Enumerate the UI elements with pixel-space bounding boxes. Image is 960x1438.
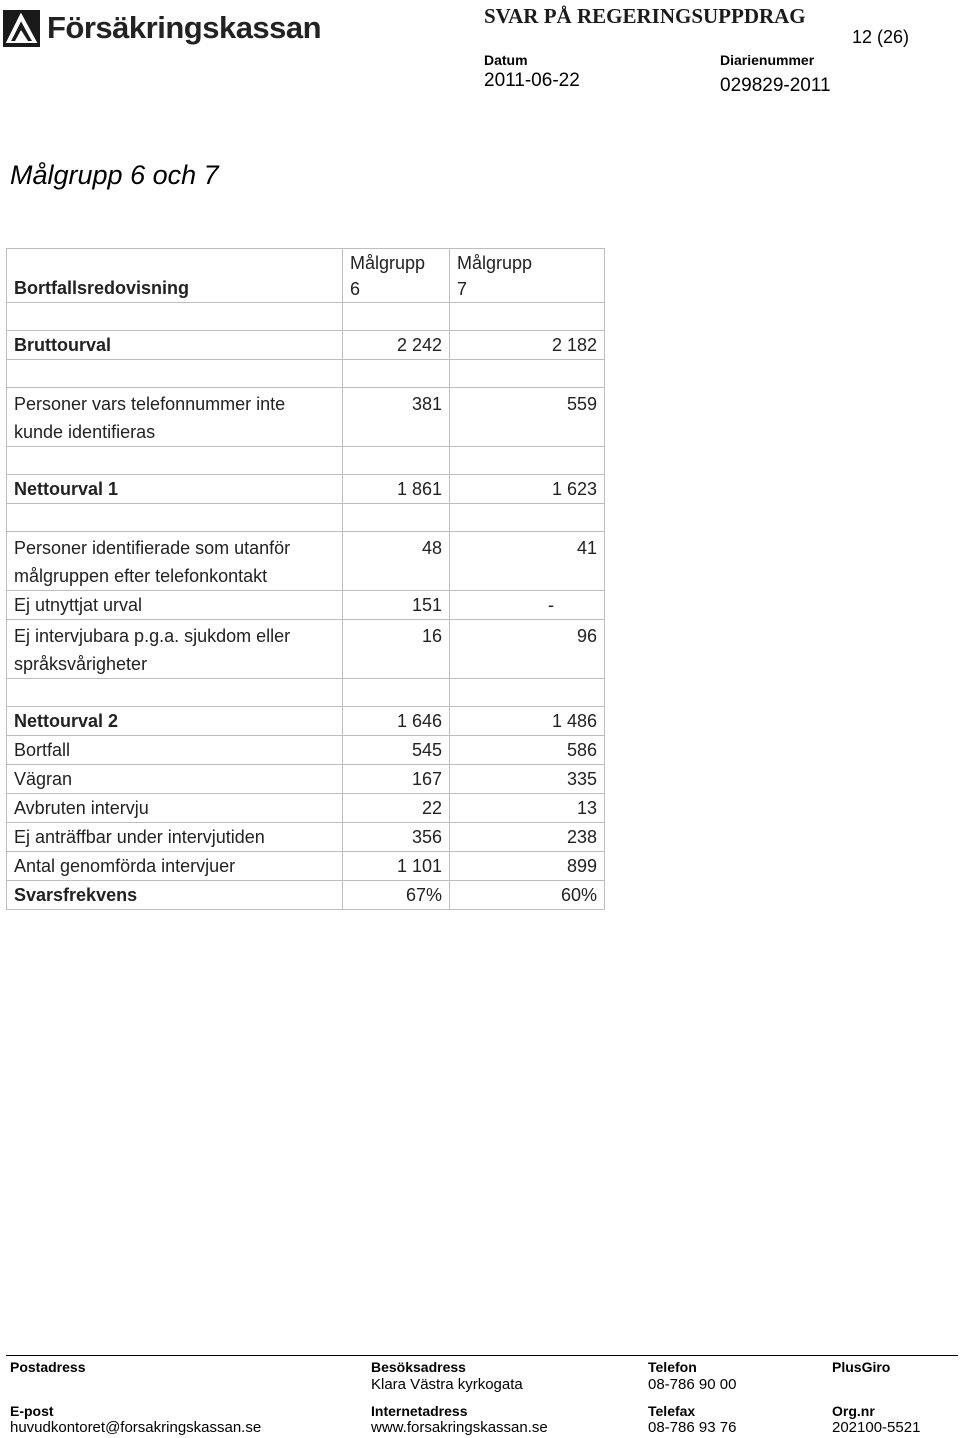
date-label: Datum — [484, 52, 528, 68]
row-value-group7: 899 — [450, 852, 605, 881]
row-value-group7: 335 — [450, 765, 605, 794]
row-label: Nettourval 2 — [7, 707, 343, 736]
footer-orgnr-value: 202100-5521 — [832, 1419, 921, 1436]
row-value-group6: 167 — [343, 765, 450, 794]
table-header-group6 — [343, 249, 450, 303]
table-row — [7, 620, 605, 679]
table-row — [7, 794, 605, 823]
footer-epost-label: E-post — [10, 1403, 54, 1419]
group6-line2: 6 — [350, 279, 361, 299]
footer-plusgiro-label: PlusGiro — [832, 1359, 891, 1375]
row-value-group6: 16 — [343, 620, 450, 679]
row-value-group6: 67% — [343, 881, 450, 910]
row-value-group7: 96 — [450, 620, 605, 679]
row-label-line2: målgruppen efter telefonkontakt — [14, 566, 268, 586]
row-label: Ej anträffbar under intervjutiden — [7, 823, 343, 852]
footer-telefax-label: Telefax — [648, 1403, 696, 1419]
group7-line1: Målgrupp — [457, 253, 533, 273]
row-value-group6: 1 861 — [343, 475, 450, 504]
group7-line2: 7 — [457, 279, 468, 299]
table-row — [7, 852, 605, 881]
row-label: Antal genomförda intervjuer — [7, 852, 343, 881]
footer-telefax-value: 08-786 93 76 — [648, 1419, 737, 1436]
footer-internet-label: Internetadress — [371, 1403, 468, 1419]
footer-epost-value: huvudkontoret@forsakringskassan.se — [10, 1419, 262, 1436]
row-label: Svarsfrekvens — [7, 881, 343, 910]
spacer-row — [7, 303, 605, 331]
forsakringskassan-logo — [3, 6, 333, 52]
row-label: Avbruten intervju — [7, 794, 343, 823]
date-value: 2011-06-22 — [484, 70, 580, 91]
dropout-table — [6, 248, 605, 910]
table-row — [7, 881, 605, 910]
row-label-line2: kunde identifieras — [14, 422, 156, 442]
logo-mark-icon — [3, 10, 40, 47]
diary-number-label: Diarienummer — [720, 52, 815, 68]
table-row — [7, 591, 605, 620]
table-header-label: Bortfallsredovisning — [7, 249, 343, 303]
row-value-group6: 1 646 — [343, 707, 450, 736]
row-label: Bortfall — [7, 736, 343, 765]
table-row — [7, 736, 605, 765]
footer-besoksadress-value: Klara Västra kyrkogata — [371, 1376, 523, 1393]
document-type: SVAR PÅ REGERINGSUPPDRAG — [484, 4, 806, 28]
row-value-group7: 13 — [450, 794, 605, 823]
row-value-group6: 1 101 — [343, 852, 450, 881]
row-label-line1: Personer identifierade som utanför — [14, 538, 291, 558]
footer-internet-value: www.forsakringskassan.se — [371, 1419, 548, 1436]
table-row — [7, 765, 605, 794]
row-value-group7: 41 — [450, 532, 605, 591]
table-row — [7, 823, 605, 852]
row-value-group7: 238 — [450, 823, 605, 852]
row-label — [7, 388, 343, 447]
row-label-line1: Personer vars telefonnummer inte — [14, 394, 286, 414]
footer-besoksadress-label: Besöksadress — [371, 1359, 466, 1375]
row-value-group7: 60% — [450, 881, 605, 910]
footer-divider — [6, 1355, 958, 1356]
row-value-group6: 381 — [343, 388, 450, 447]
row-label-line1: Ej intervjubara p.g.a. sjukdom eller — [14, 626, 291, 646]
table-row — [7, 475, 605, 504]
spacer-row — [7, 679, 605, 707]
group6-line1: Målgrupp — [350, 253, 426, 273]
footer-telefon-label: Telefon — [648, 1359, 697, 1375]
row-label — [7, 532, 343, 591]
table-row — [7, 707, 605, 736]
row-value-group6: 356 — [343, 823, 450, 852]
diary-number-value: 029829-2011 — [720, 75, 831, 96]
row-value-group7: 2 182 — [450, 331, 605, 360]
table-row — [7, 331, 605, 360]
row-value-group7: 559 — [450, 388, 605, 447]
row-label-line2: språksvårigheter — [14, 654, 148, 674]
footer-telefon-value: 08-786 90 00 — [648, 1376, 737, 1393]
table-header-group7 — [450, 249, 605, 303]
footer-orgnr-label: Org.nr — [832, 1403, 875, 1419]
row-value-group7: 1 623 — [450, 475, 605, 504]
row-value-group7: 586 — [450, 736, 605, 765]
logo-text: Försäkringskassan — [47, 10, 322, 45]
table-row — [7, 388, 605, 447]
row-label: Vägran — [7, 765, 343, 794]
row-label: Nettourval 1 — [7, 475, 343, 504]
spacer-row — [7, 447, 605, 475]
row-label: Ej utnyttjat urval — [7, 591, 343, 620]
table-row — [7, 532, 605, 591]
row-value-group6: 22 — [343, 794, 450, 823]
row-label: Bruttourval — [7, 331, 343, 360]
page-number: 12 (26) — [852, 27, 910, 47]
row-value-group6: 151 — [343, 591, 450, 620]
section-title: Målgrupp 6 och 7 — [10, 160, 219, 190]
footer-postadress-label: Postadress — [10, 1359, 86, 1375]
row-value-group7: 1 486 — [450, 707, 605, 736]
table-header-row — [7, 249, 605, 303]
spacer-row — [7, 504, 605, 532]
row-value-group6: 48 — [343, 532, 450, 591]
row-value-group7: - — [450, 591, 605, 620]
row-value-group6: 2 242 — [343, 331, 450, 360]
row-value-group6: 545 — [343, 736, 450, 765]
row-label — [7, 620, 343, 679]
spacer-row — [7, 360, 605, 388]
